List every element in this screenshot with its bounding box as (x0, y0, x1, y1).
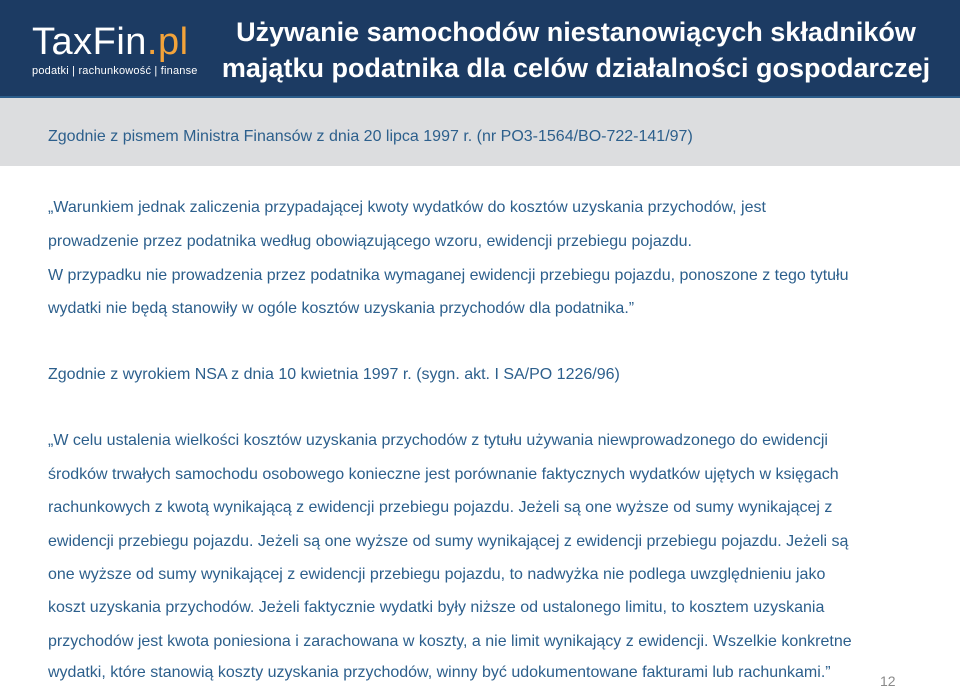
page-number: 12 (880, 673, 896, 689)
subheader-text: Zgodnie z pismem Ministra Finansów z dnia 20 lipca 1997 r. (nr PO3-1564/BO-722-141/97) (48, 128, 693, 145)
quote-line: środków trwałych samochodu osobowego konieczne jest porównanie faktycznych wydatków ujętych w księgach (48, 466, 839, 483)
quote-line: wydatki, które stanowią koszty uzyskania przychodów, winny być udokumentowane fakturami lub rachunkami.” (48, 664, 831, 681)
quote-line: „Warunkiem jednak zaliczenia przypadającej kwoty wydatków do kosztów uzyskania przychodów, jest (48, 199, 766, 216)
quote-line: wydatki nie będą stanowiły w ogóle kosztów uzyskania przychodów dla podatnika.” (48, 300, 635, 317)
slide-header (0, 0, 960, 96)
logo-tagline: podatki | rachunkowość | finanse (32, 65, 198, 77)
quote-line: W przypadku nie prowadzenia przez podatnika wymaganej ewidencji przebiegu pojazdu, ponoszone z tego tytułu (48, 267, 849, 284)
slide-title-line-1: Używanie samochodów niestanowiących składników (236, 17, 916, 47)
taxfin-logo (32, 22, 198, 78)
logo-wordmark (32, 22, 198, 62)
quote-line: prowadzenie przez podatnika według obowiązującego wzoru, ewidencji przebiegu pojazdu. (48, 233, 692, 250)
quote-line: koszt uzyskania przychodów. Jeżeli faktycznie wydatki były niższe od ustalonego limitu, to kosztem uzyskania (48, 599, 825, 616)
slide-title-line-2: majątku podatnika dla celów działalności gospodarczej (221, 53, 931, 83)
quote-line: one wyższe od sumy wynikającej z ewidencji przebiegu pojazdu, to nadwyżka nie podlega uwzględnieniu jako (48, 566, 826, 583)
ruling-reference: Zgodnie z wyrokiem NSA z dnia 10 kwietnia 1997 r. (sygn. akt. I SA/PO 1226/96) (48, 366, 620, 383)
quote-line: „W celu ustalenia wielkości kosztów uzyskania przychodów z tytułu używania niewprowadzonego do ewidencji (48, 432, 828, 449)
quote-line: rachunkowych z kwotą wynikającą z ewidencji przebiegu pojazdu. Jeżeli są one wyższe od sumy wynikającej z (48, 499, 833, 516)
quote-line: przychodów jest kwota poniesiona i zarachowana w koszty, a nie limit wynikający z ewidencji. Wszelkie konkretne (48, 633, 852, 650)
logo-name-main: TaxFin (32, 21, 147, 63)
logo-name-tld: .pl (146, 21, 189, 63)
slide-title (206, 14, 946, 86)
quote-line: ewidencji przebiegu pojazdu. Jeżeli są one wyższe od sumy wynikającej z ewidencji przebiegu pojazdu. Jeżeli są (48, 533, 849, 550)
